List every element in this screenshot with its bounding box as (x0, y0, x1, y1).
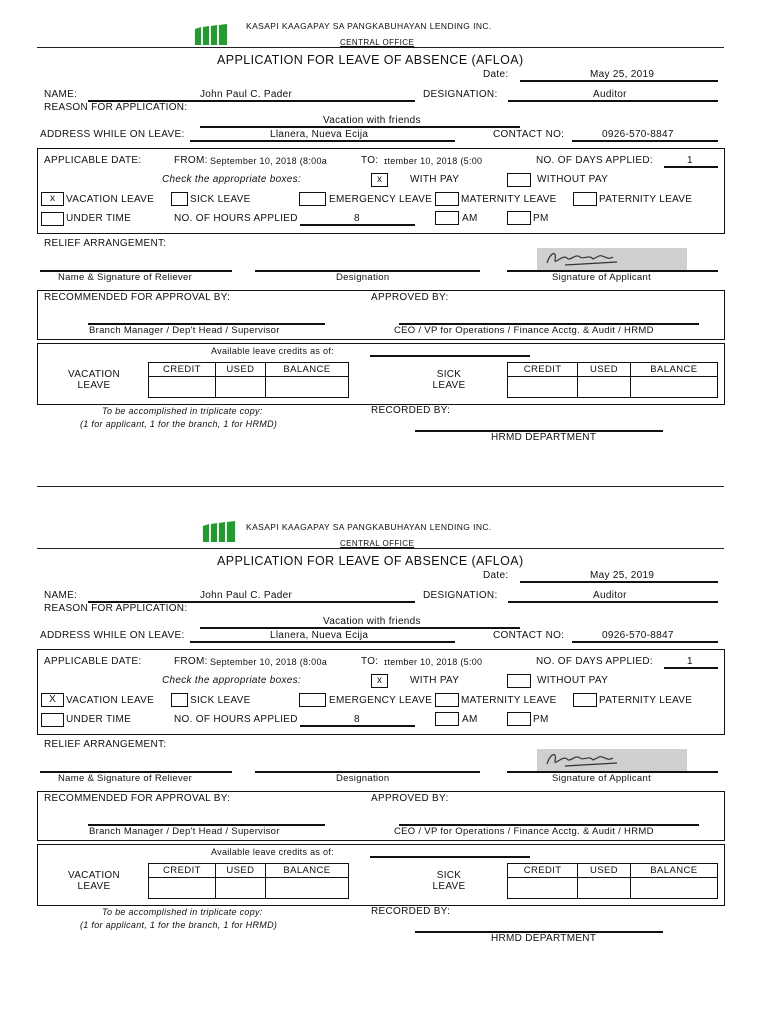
reason-line (200, 627, 520, 629)
company-name: KASAPI KAAGAPAY SA PANGKABUHAYAN LENDING INC. (246, 522, 492, 532)
reason-value: Vacation with friends (323, 115, 421, 126)
sick-credits-table (507, 863, 718, 899)
header-rule (37, 47, 724, 48)
with-pay-checkbox[interactable]: x (371, 173, 388, 187)
reason-value: Vacation with friends (323, 616, 421, 627)
sick-credits-label-2: LEAVE (432, 380, 466, 391)
branch-manager-caption: Branch Manager / Dep't Head / Supervisor (89, 325, 280, 336)
from-value: September 10, 2018 (8:00a (210, 657, 328, 667)
sick-credits-table (507, 362, 718, 398)
address-line (190, 140, 455, 142)
sick-leave-checkbox[interactable] (171, 693, 188, 707)
sick-used-cell[interactable] (578, 377, 631, 398)
available-credits-line (370, 856, 530, 858)
with-pay-label: WITH PAY (410, 174, 460, 185)
vacation-balance-cell[interactable] (265, 377, 348, 398)
date-line (520, 80, 718, 82)
to-label: TO: (361, 155, 379, 166)
vacation-credits-table (148, 863, 349, 899)
maternity-leave-label: MATERNITY LEAVE (461, 695, 557, 706)
vacation-credit-cell[interactable] (149, 377, 216, 398)
sick-credit-header: CREDIT (508, 363, 578, 377)
reliever-caption: Name & Signature of Reliever (58, 272, 193, 283)
sick-leave-label: SICK LEAVE (190, 695, 251, 706)
check-boxes-instruction: Check the appropriate boxes: (162, 174, 302, 185)
date-value: May 25, 2019 (590, 570, 655, 581)
contact-label: CONTACT NO: (493, 129, 565, 140)
hours-applied-value: 8 (354, 714, 360, 725)
days-applied-label: NO. OF DAYS APPLIED: (536, 656, 653, 667)
vacation-leave-checkbox[interactable]: x (41, 192, 64, 206)
date-line (520, 581, 718, 583)
vacation-credit-cell[interactable] (149, 878, 216, 899)
branch-manager-caption: Branch Manager / Dep't Head / Supervisor (89, 826, 280, 837)
sick-credits-label-2: LEAVE (432, 881, 466, 892)
contact-line (572, 140, 718, 142)
sick-credits-label-1: SICK (436, 369, 462, 380)
hours-applied-label: NO. OF HOURS APPLIED (174, 213, 298, 224)
address-value: Llanera, Nueva Ecija (270, 129, 369, 140)
vacation-credit-header: CREDIT (149, 363, 216, 377)
relief-arrangement-label: RELIEF ARRANGEMENT: (44, 739, 167, 750)
vacation-used-cell[interactable] (215, 878, 265, 899)
hrmd-caption: HRMD DEPARTMENT (491, 432, 597, 443)
applicant-signature-caption: Signature of Applicant (552, 773, 652, 784)
to-value: ɪtember 10, 2018 (5:00 (384, 156, 483, 166)
cut-line (37, 486, 724, 487)
under-time-label: UNDER TIME (66, 714, 132, 725)
paternity-leave-checkbox[interactable] (573, 192, 597, 206)
paternity-leave-label: PATERNITY LEAVE (599, 194, 693, 205)
days-applied-line (664, 667, 718, 669)
date-label: Date: (483, 570, 509, 581)
name-value: John Paul C. Pader (200, 590, 293, 601)
signature-scribble-icon (537, 749, 687, 771)
address-value: Llanera, Nueva Ecija (270, 630, 369, 641)
under-time-label: UNDER TIME (66, 213, 132, 224)
available-credits-label: Available leave credits as of: (211, 847, 334, 857)
vacation-leave-checkbox[interactable]: X (41, 693, 64, 707)
sick-used-header: USED (578, 363, 631, 377)
sick-balance-cell[interactable] (630, 377, 717, 398)
pm-checkbox[interactable] (507, 712, 531, 726)
vacation-balance-header: BALANCE (265, 363, 348, 377)
hours-applied-line (300, 725, 415, 727)
without-pay-checkbox[interactable] (507, 173, 531, 187)
name-value: John Paul C. Pader (200, 89, 293, 100)
days-applied-value: 1 (687, 155, 693, 166)
approved-label: APPROVED BY: (371, 292, 449, 303)
applicant-signature-caption: Signature of Applicant (552, 272, 652, 283)
am-checkbox[interactable] (435, 211, 459, 225)
designation-label: DESIGNATION: (423, 89, 498, 100)
address-line (190, 641, 455, 643)
leave-form-copy-1 (0, 0, 768, 470)
designation-line (508, 100, 718, 102)
sick-leave-label: SICK LEAVE (190, 194, 251, 205)
ceo-caption: CEO / VP for Operations / Finance Acctg. & Audit / HRMD (394, 325, 654, 336)
designation-caption: Designation (336, 773, 390, 784)
hours-applied-line (300, 224, 415, 226)
vacation-credit-header: CREDIT (149, 864, 216, 878)
pm-label: PM (533, 213, 549, 224)
approved-label: APPROVED BY: (371, 793, 449, 804)
reliever-caption: Name & Signature of Reliever (58, 773, 193, 784)
sick-balance-header: BALANCE (630, 864, 717, 878)
from-label: FROM: (174, 155, 208, 166)
to-value: ɪtember 10, 2018 (5:00 (384, 657, 483, 667)
vacation-credits-label-1: VACATION (67, 870, 121, 881)
without-pay-label: WITHOUT PAY (537, 174, 609, 185)
triplicate-note: To be accomplished in triplicate copy: (102, 406, 263, 416)
emergency-leave-checkbox[interactable] (299, 192, 326, 206)
sick-credit-cell[interactable] (508, 377, 578, 398)
sick-balance-header: BALANCE (630, 363, 717, 377)
recommended-label: RECOMMENDED FOR APPROVAL BY: (44, 292, 231, 303)
relief-arrangement-label: RELIEF ARRANGEMENT: (44, 238, 167, 249)
contact-label: CONTACT NO: (493, 630, 565, 641)
header-rule (37, 548, 724, 549)
recorded-by-label: RECORDED BY: (371, 906, 451, 917)
sick-used-cell[interactable] (578, 878, 631, 899)
signature-scribble-icon (537, 248, 687, 270)
applicable-date-label: APPLICABLE DATE: (44, 656, 142, 667)
designation-caption: Designation (336, 272, 390, 283)
hours-applied-value: 8 (354, 213, 360, 224)
vacation-used-header: USED (215, 363, 265, 377)
vacation-credits-table (148, 362, 349, 398)
from-value: September 10, 2018 (8:00a (210, 156, 328, 166)
applicant-signature-image (537, 248, 687, 270)
days-applied-value: 1 (687, 656, 693, 667)
address-label: ADDRESS WHILE ON LEAVE: (40, 630, 185, 641)
with-pay-label: WITH PAY (410, 675, 460, 686)
vacation-credits-label-2: LEAVE (77, 881, 111, 892)
vacation-used-cell[interactable] (215, 377, 265, 398)
green-bars-logo-icon (193, 24, 229, 46)
designation-line (508, 601, 718, 603)
company-name: KASAPI KAAGAPAY SA PANGKABUHAYAN LENDING INC. (246, 21, 492, 31)
address-label: ADDRESS WHILE ON LEAVE: (40, 129, 185, 140)
without-pay-label: WITHOUT PAY (537, 675, 609, 686)
available-credits-label: Available leave credits as of: (211, 346, 334, 356)
vacation-balance-cell[interactable] (265, 878, 348, 899)
sick-credit-header: CREDIT (508, 864, 578, 878)
recommended-label: RECOMMENDED FOR APPROVAL BY: (44, 793, 231, 804)
vacation-leave-label: VACATION LEAVE (66, 695, 155, 706)
date-label: Date: (483, 69, 509, 80)
check-boxes-instruction: Check the appropriate boxes: (162, 675, 302, 686)
from-label: FROM: (174, 656, 208, 667)
leave-form-copy-2 (0, 501, 768, 971)
sick-credits-label-1: SICK (436, 870, 462, 881)
vacation-credits-label-2: LEAVE (77, 380, 111, 391)
form-title: APPLICATION FOR LEAVE OF ABSENCE (AFLOA) (217, 554, 524, 568)
emergency-leave-label: EMERGENCY LEAVE (329, 695, 433, 706)
copies-note: (1 for applicant, 1 for the branch, 1 for HRMD) (80, 920, 278, 930)
contact-value: 0926-570-8847 (602, 630, 674, 641)
hours-applied-label: NO. OF HOURS APPLIED (174, 714, 298, 725)
form-title: APPLICATION FOR LEAVE OF ABSENCE (AFLOA) (217, 53, 524, 67)
name-label: NAME: (44, 590, 78, 601)
ceo-caption: CEO / VP for Operations / Finance Acctg. & Audit / HRMD (394, 826, 654, 837)
designation-value: Auditor (593, 590, 627, 601)
am-label: AM (462, 213, 478, 224)
contact-line (572, 641, 718, 643)
reason-label: REASON FOR APPLICATION: (44, 603, 188, 614)
applicable-date-label: APPLICABLE DATE: (44, 155, 142, 166)
days-applied-label: NO. OF DAYS APPLIED: (536, 155, 653, 166)
office-name: CENTRAL OFFICE (340, 38, 415, 47)
date-value: May 25, 2019 (590, 69, 655, 80)
available-credits-line (370, 355, 530, 357)
without-pay-checkbox[interactable] (507, 674, 531, 688)
contact-value: 0926-570-8847 (602, 129, 674, 140)
vacation-leave-label: VACATION LEAVE (66, 194, 155, 205)
under-time-checkbox[interactable] (41, 212, 64, 226)
paternity-leave-label: PATERNITY LEAVE (599, 695, 693, 706)
sick-leave-checkbox[interactable] (171, 192, 188, 206)
designation-label: DESIGNATION: (423, 590, 498, 601)
emergency-leave-checkbox[interactable] (299, 693, 326, 707)
am-checkbox[interactable] (435, 712, 459, 726)
sick-credit-cell[interactable] (508, 878, 578, 899)
office-name: CENTRAL OFFICE (340, 539, 415, 548)
reason-label: REASON FOR APPLICATION: (44, 102, 188, 113)
copies-note: (1 for applicant, 1 for the branch, 1 for HRMD) (80, 419, 278, 429)
vacation-used-header: USED (215, 864, 265, 878)
green-bars-logo-icon (201, 521, 237, 543)
pm-label: PM (533, 714, 549, 725)
recorded-by-label: RECORDED BY: (371, 405, 451, 416)
with-pay-checkbox[interactable]: x (371, 674, 388, 688)
triplicate-note: To be accomplished in triplicate copy: (102, 907, 263, 917)
sick-balance-cell[interactable] (630, 878, 717, 899)
emergency-leave-label: EMERGENCY LEAVE (329, 194, 433, 205)
paternity-leave-checkbox[interactable] (573, 693, 597, 707)
maternity-leave-label: MATERNITY LEAVE (461, 194, 557, 205)
reason-line (200, 126, 520, 128)
name-label: NAME: (44, 89, 78, 100)
pm-checkbox[interactable] (507, 211, 531, 225)
maternity-leave-checkbox[interactable] (435, 192, 459, 206)
sick-used-header: USED (578, 864, 631, 878)
under-time-checkbox[interactable] (41, 713, 64, 727)
to-label: TO: (361, 656, 379, 667)
vacation-balance-header: BALANCE (265, 864, 348, 878)
applicant-signature-image (537, 749, 687, 771)
vacation-credits-label-1: VACATION (67, 369, 121, 380)
designation-value: Auditor (593, 89, 627, 100)
hrmd-caption: HRMD DEPARTMENT (491, 933, 597, 944)
maternity-leave-checkbox[interactable] (435, 693, 459, 707)
days-applied-line (664, 166, 718, 168)
am-label: AM (462, 714, 478, 725)
